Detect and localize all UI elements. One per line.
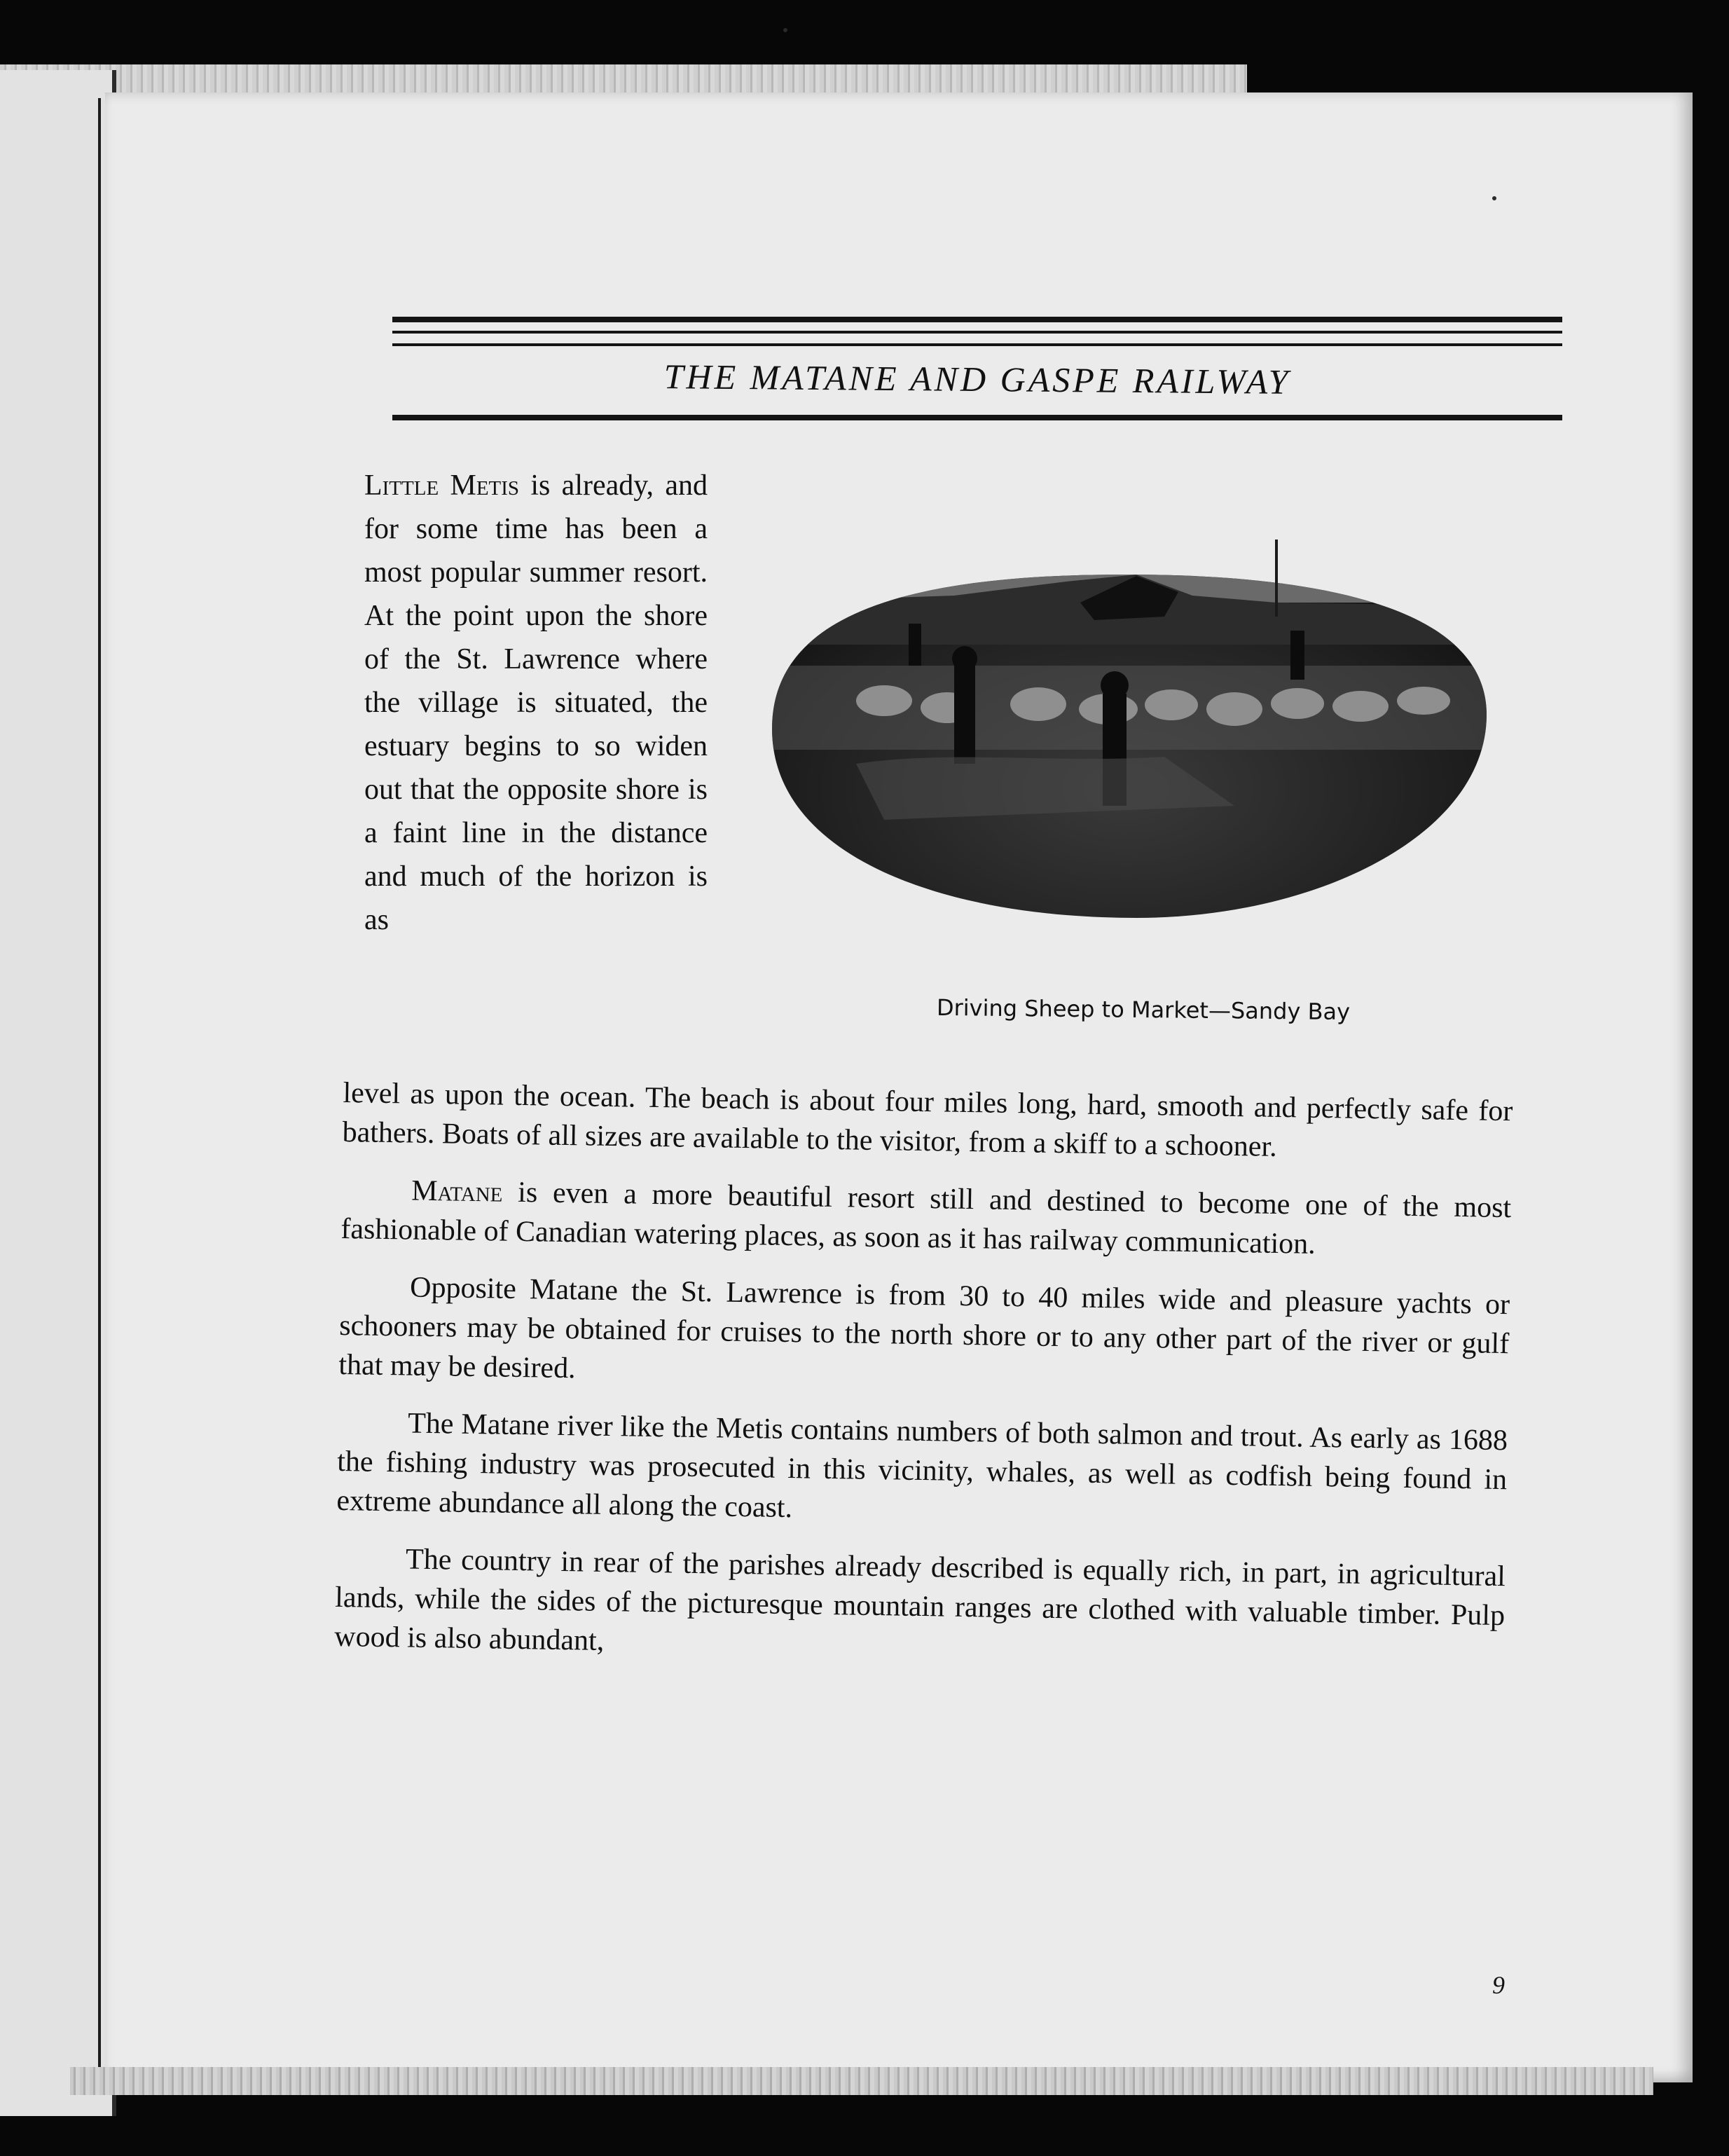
paragraph-text: The Matane river like the Metis contains numbers of both salmon and trout. As early as 1688 the fishing industry was prosecuted in this vicinity, whales, as well as codfish being found in extreme abundance all along the coast. [336, 1407, 1508, 1525]
paragraph [338, 1267, 1510, 1403]
intro-lead: Little Metis [364, 469, 520, 502]
paragraph-text: Opposite Matane the St. Lawrence is from 30 to 40 miles wide and pleasure yachts or schooners may be obtained for cruises to the north shore or to any other part of the river or gulf that may be desired. [338, 1271, 1510, 1385]
scan-speck [1492, 196, 1496, 200]
page-number: 9 [1492, 1971, 1505, 1999]
book-page [105, 92, 1693, 2082]
intro-text: is already, and for some time has been a most popular summer resort. At the point upon the shore of the St. Lawrence where the village is situated, the estuary begins to so widen out that the opposite shore is a faint line in the distance and much of the horizon is as [364, 469, 708, 936]
sheep-photo-image [744, 526, 1508, 964]
header-rule-thin [392, 343, 1562, 346]
body-text [334, 1073, 1513, 1693]
paragraph-text: level as upon the ocean. The beach is about four miles long, hard, smooth and perfectly safe for bathers. Boats of all sizes are available to the visitor, from a skiff to a schooner. [342, 1076, 1513, 1163]
halftone-photo [744, 526, 1508, 964]
book-bottom-edge [70, 2067, 1653, 2095]
paragraph [342, 1073, 1513, 1170]
paragraph [334, 1539, 1506, 1675]
header-rule-thick [392, 317, 1562, 322]
scan-speck [783, 28, 787, 32]
photo-caption: Driving Sheep to Market—Sandy Bay [936, 994, 1351, 1026]
paragraph [340, 1170, 1512, 1267]
intro-paragraph [364, 464, 708, 942]
paragraph-lead: Matane [411, 1174, 503, 1209]
running-head: THE MATANE AND GASPE RAILWAY [663, 357, 1291, 401]
book-spine [98, 98, 101, 2074]
paragraph-text: The country in rear of the parishes already described is equally rich, in part, in agricultural lands, while the sides of the picturesque mountain ranges are clothed with valuable timber. Pulp wood is also abundant, [334, 1543, 1506, 1657]
header-rule-bottom [392, 415, 1562, 420]
paragraph [336, 1403, 1508, 1539]
paragraph-text: is even a more beautiful resort still and destined to become one of the most fashionable of Canadian watering places, as soon as it has railway communication. [340, 1176, 1512, 1261]
facing-page-edge [0, 70, 116, 2116]
header-rule-thin [392, 331, 1562, 334]
